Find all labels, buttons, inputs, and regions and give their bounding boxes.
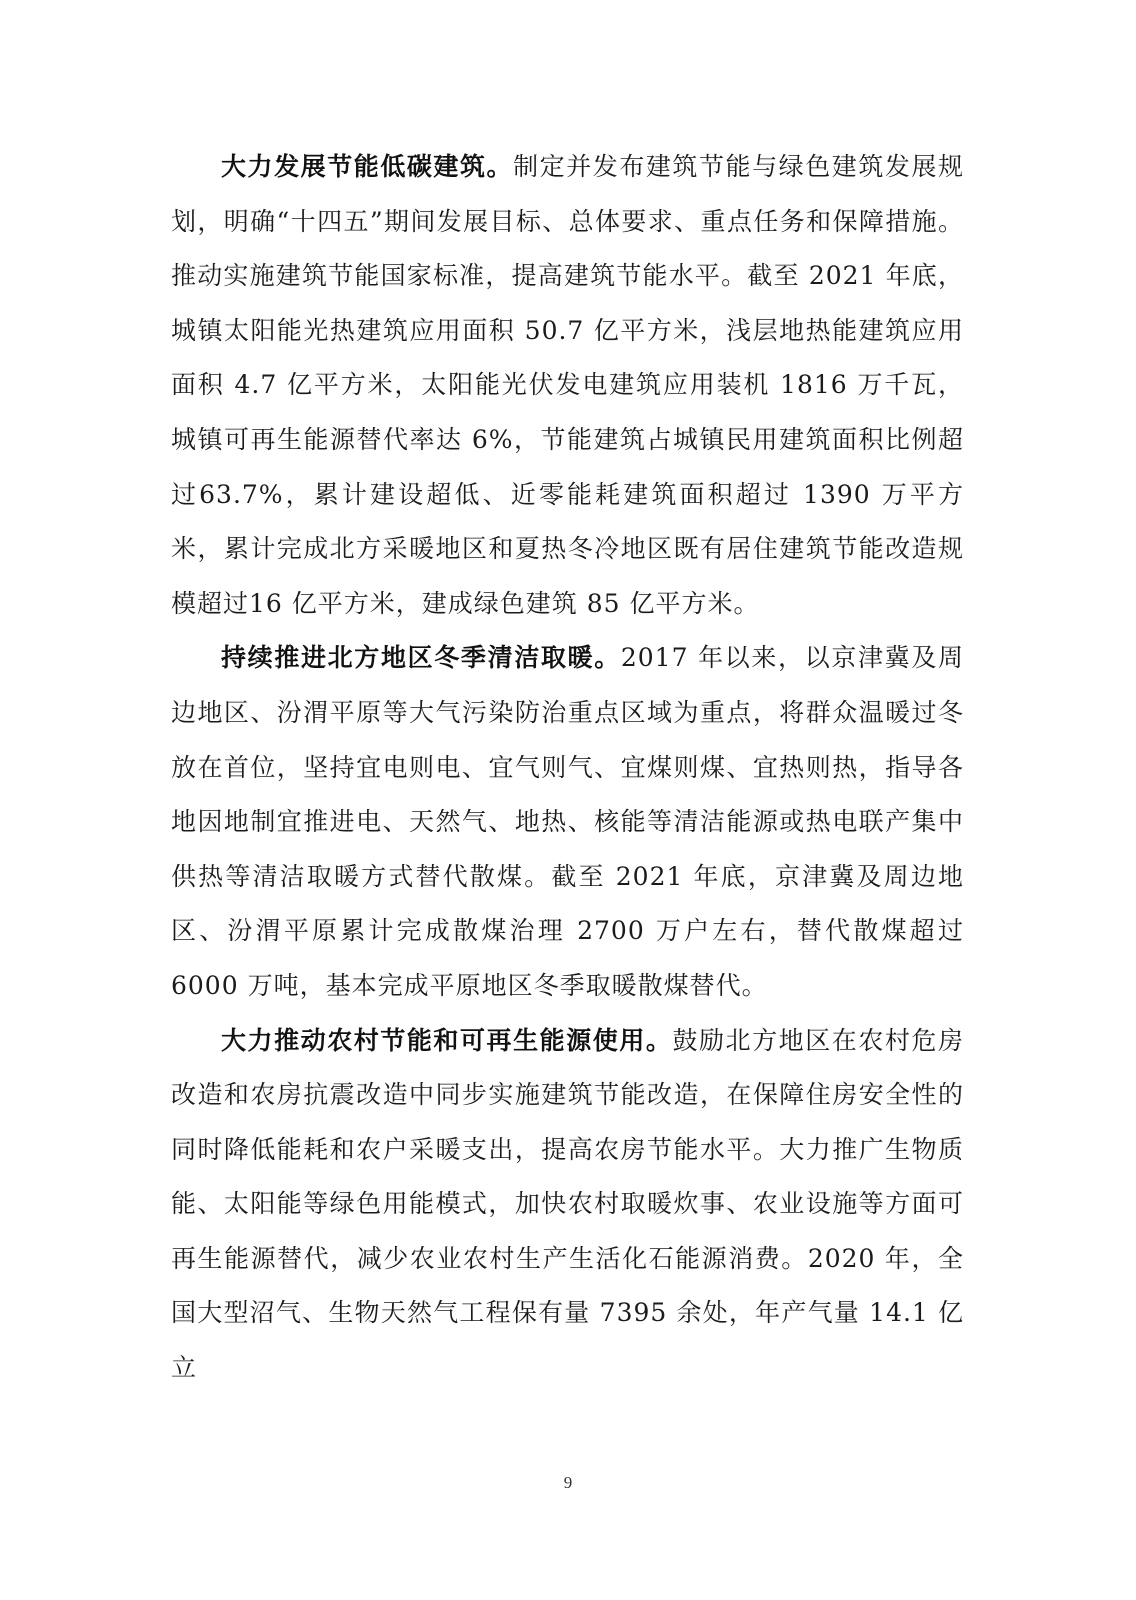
paragraph-rural-energy [171,1014,964,1396]
page-number: 9 [563,1473,573,1492]
paragraph-heading: 持续推进北方地区冬季清洁取暖。 [221,643,621,673]
paragraph-text: 鼓励北方地区在农村危房改造和农房抗震改造中同步实施建筑节能改造，在保障住房安全性的同时降低能耗和农户采暖支出，提高农房节能水平。大力推广生物质能、太阳能等绿色用能模式，加快农村取暖炊事、农业设施等方面可再生能源替代，减少农业农村生产生活化石能源消费。2020 年，全国大型沼气、生物天然气工程保有量 7395 余处，年产气量 14.1 亿立 [171,1025,964,1383]
paragraph-heading: 大力发展节能低碳建筑。 [221,152,514,181]
paragraph-low-carbon-buildings [171,140,964,631]
paragraph-clean-heating [171,631,964,1013]
paragraph-text: 制定并发布建筑节能与绿色建筑发展规划，明确“十四五”期间发展目标、总体要求、重点任务和保障措施。推动实施建筑节能国家标准，提高建筑节能水平。截至 2021 年底，城镇太阳能光热建筑应用面积 50.7 亿平方米，浅层地热能建筑应用面积 4.7 亿平方米，太阳能光伏发电建筑应用装机 1816 万千瓦，城镇可再生能源替代率达 6%，节能建筑占城镇民用建筑面积比例超过63.7%，累计建设超低、近零能耗建筑面积超过 1390 万平方米，累计完成北方采暖地区和夏热冬冷地区既有居住建筑节能改造规模超过16 亿平方米，建成绿色建筑 85 亿平方米。 [171,152,964,618]
paragraph-text: 2017 年以来，以京津冀及周边地区、汾渭平原等大气污染防治重点区域为重点，将群众温暖过冬放在首位，坚持宜电则电、宜气则气、宜煤则煤、宜热则热，指导各地因地制宜推进电、天然气、地热、核能等清洁能源或热电联产集中供热等清洁取暖方式替代散煤。截至 2021 年底，京津冀及周边地区、汾渭平原累计完成散煤治理 2700 万户左右，替代散煤超过 6000 万吨，基本完成平原地区冬季取暖散煤替代。 [171,643,964,1000]
paragraph-heading: 大力推动农村节能和可再生能源使用。 [221,1025,673,1055]
document-body [171,140,964,1396]
